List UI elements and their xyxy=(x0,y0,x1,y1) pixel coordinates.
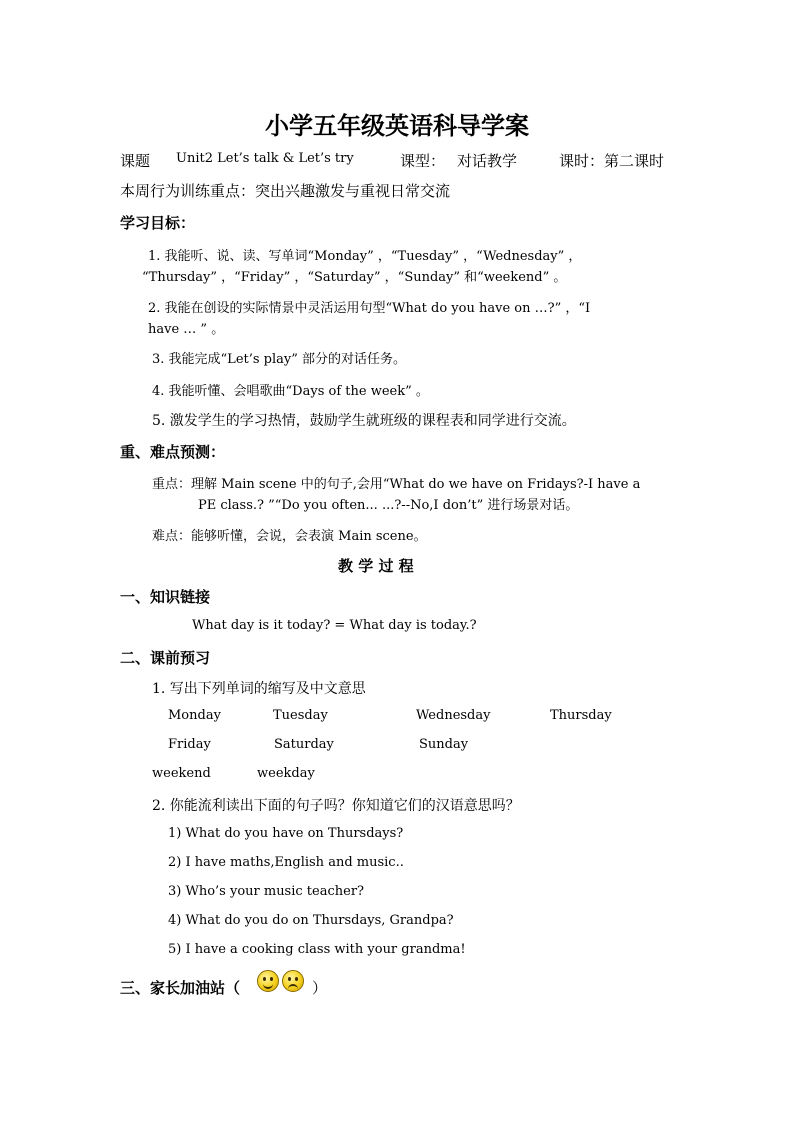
word-item: weekend xyxy=(152,766,211,781)
topic-label: 课题 xyxy=(120,152,151,170)
section1-heading: 一、知识链接 xyxy=(120,588,211,606)
objective-item-3: 3. 我能完成“Let’s play” 部分的对话任务。 xyxy=(152,352,407,367)
sentence-item: 5) I have a cooking class with your grandma! xyxy=(168,942,466,957)
objective-item-5: 5. 激发学生的学习热情，鼓励学生就班级的课程表和同学进行交流。 xyxy=(152,413,576,429)
process-heading: 教 学 过 程 xyxy=(338,557,414,575)
sad-face-icon xyxy=(282,970,304,992)
period-label: 课时：第二课时 xyxy=(559,152,665,170)
type-label: 课型： xyxy=(400,152,446,170)
objective-item-1-line-1: 1. 我能听、说、读、写单词“Monday” ，“Tuesday” ，“Wednesday” ， xyxy=(148,249,582,264)
word-item: Wednesday xyxy=(416,708,491,723)
sentence-item: 1) What do you have on Thursdays? xyxy=(168,826,404,841)
smile-face-icon xyxy=(257,970,279,992)
word-item: weekday xyxy=(257,766,315,781)
focus-line-2: PE class.? ”“Do you often... ...?--No,I don’t” 进行场景对话。 xyxy=(198,498,579,513)
section2-heading: 二、课前预习 xyxy=(120,649,211,667)
sentence-item: 4) What do you do on Thursdays, Grandpa? xyxy=(168,913,454,928)
word-item: Thursday xyxy=(550,708,612,723)
sentence-item: 3) Who’s your music teacher? xyxy=(168,884,365,899)
objective-item-1-line-2: “Thursday” ，“Friday” ，“Saturday” ，“Sunday” 和“weekend” 。 xyxy=(142,270,567,285)
objective-item-4: 4. 我能听懂、会唱歌曲“Days of the week” 。 xyxy=(152,384,429,399)
word-item: Tuesday xyxy=(273,708,328,723)
weekly-focus: 本周行为训练重点：突出兴趣激发与重视日常交流 xyxy=(120,182,451,200)
difficulty-line: 难点：能够听懂，会说，会表演 Main scene。 xyxy=(152,529,427,544)
type-value: 对话教学 xyxy=(457,152,518,170)
objective-item-2-line-1: 2. 我能在创设的实际情景中灵活运用句型“What do you have on …?” ，“I xyxy=(148,301,591,316)
word-item: Sunday xyxy=(419,737,469,752)
section3-heading: 三、家长加油站（ xyxy=(120,979,241,997)
word-item: Friday xyxy=(168,737,211,752)
section1-content: What day is it today? = What day is today.? xyxy=(192,618,477,633)
sentence-item: 2) I have maths,English and music.. xyxy=(168,855,404,870)
section3-close: ） xyxy=(312,979,328,997)
objectives-heading: 学习目标： xyxy=(120,214,196,232)
task-1: 1. 写出下列单词的缩写及中文意思 xyxy=(152,681,366,697)
objective-item-2-line-2: have … ” 。 xyxy=(148,322,225,337)
focus-line-1: 重点：理解 Main scene 中的句子,会用“What do we have on Fridays?-I have a xyxy=(152,477,641,492)
word-item: Saturday xyxy=(274,737,334,752)
task-2: 2. 你能流利读出下面的句子吗？你知道它们的汉语意思吗？ xyxy=(152,798,520,814)
document-title: 小学五年级英语科导学案 xyxy=(265,111,529,140)
word-item: Monday xyxy=(168,708,221,723)
key-points-heading: 重、难点预测： xyxy=(120,443,226,461)
topic-value: Unit2 Let’s talk & Let’s try xyxy=(176,151,354,166)
